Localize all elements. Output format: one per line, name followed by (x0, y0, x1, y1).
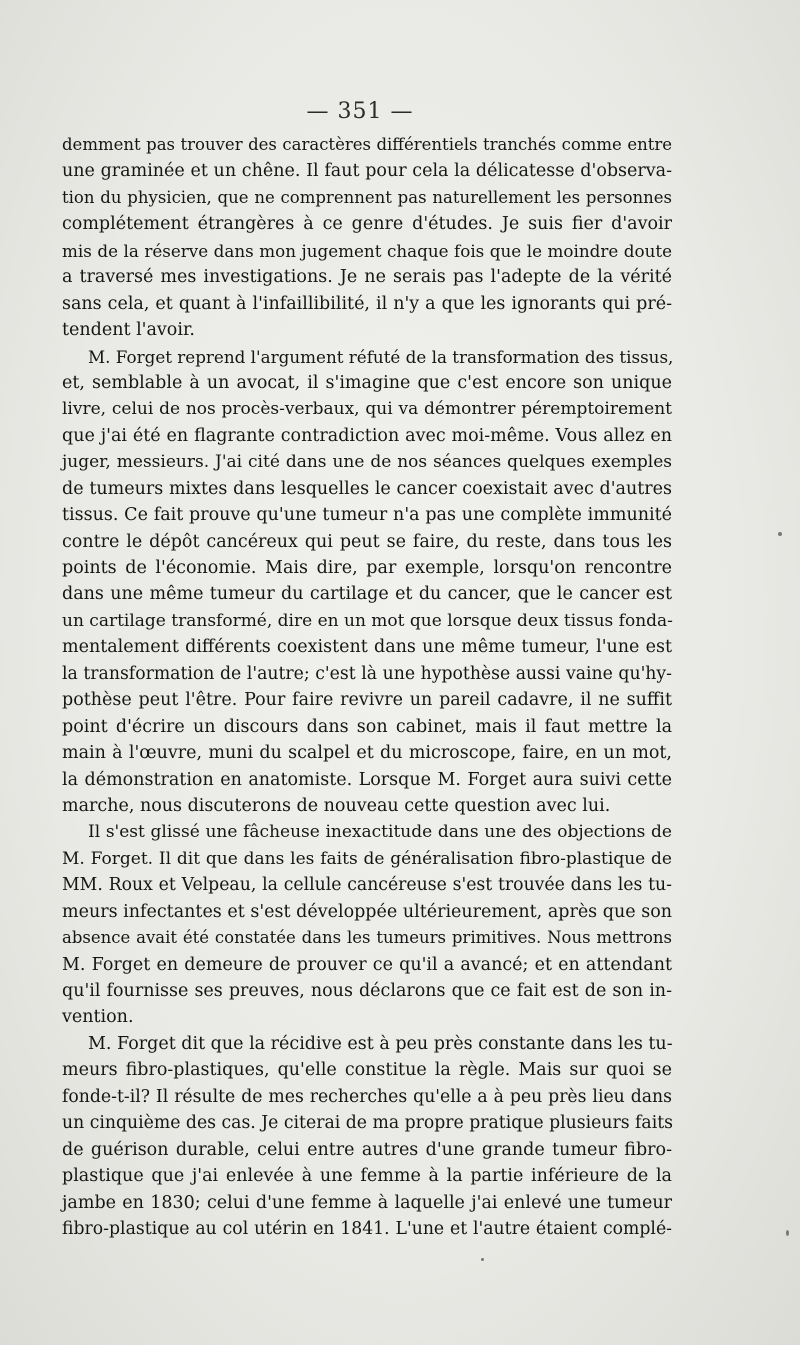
text-line: que j'ai été en flagrante contradiction avec moi-même. Vous allez en (62, 425, 672, 446)
text-line: M. Forget dit que la récidive est à peu près constante dans les tu- (88, 1033, 673, 1054)
text-line: juger, messieurs. J'ai cité dans une de nos séances quelques exemples (62, 452, 672, 473)
text-line: meurs fibro-plastiques, qu'elle constitue la règle. Mais sur quoi se (62, 1060, 672, 1081)
text-line: MM. Roux et Velpeau, la cellule cancéreuse s'est trouvée dans les tu- (62, 875, 672, 896)
text-line: M. Forget. Il dit que dans les faits de généralisation fibro-plastique de (62, 848, 672, 869)
text-line: M. Forget reprend l'argument réfuté de la transformation des tissus, (88, 346, 674, 367)
text-line: sans cela, et quant à l'infaillibilité, il n'y a que les ignorants qui pré- (62, 293, 672, 314)
text-line: de guérison durable, celui entre autres d'une grande tumeur fibro- (62, 1139, 672, 1160)
text-line: dans une même tumeur du cartilage et du cancer, que le cancer est (62, 584, 672, 605)
paper-speck (481, 1258, 484, 1261)
text-line: point d'écrire un discours dans son cabinet, mais il faut mettre la (62, 716, 672, 737)
text-line: un cinquième des cas. Je citerai de ma propre pratique plusieurs faits (62, 1113, 674, 1134)
text-line: pothèse peut l'être. Pour faire revivre un pareil cadavre, il ne suffit (62, 690, 672, 711)
text-line: un cartilage transformé, dire en un mot que lorsque deux tissus fonda- (62, 610, 673, 631)
paper-speck (778, 532, 782, 536)
text-line: marche, nous discuterons de nouveau cette question avec lui. (62, 795, 611, 816)
text-line: une graminée et un chêne. Il faut pour cela la délicatesse d'observa- (62, 161, 672, 182)
text-line: absence avait été constatée dans les tumeurs primitives. Nous mettrons (62, 928, 672, 948)
text-line: la transformation de l'autre; c'est là une hypothèse aussi vaine qu'hy- (62, 663, 672, 684)
text-line: tendent l'avoir. (62, 320, 195, 341)
text-line: et, semblable à un avocat, il s'imagine que c'est encore son unique (62, 372, 672, 393)
text-line: plastique que j'ai enlevée à une femme à la partie inférieure de la (62, 1166, 672, 1187)
text-line: contre le dépôt cancéreux qui peut se faire, du reste, dans tous les (62, 531, 672, 552)
text-line: tion du physicien, que ne comprennent pas naturellement les personnes (62, 187, 672, 207)
text-line: de tumeurs mixtes dans lesquelles le cancer coexistait avec d'autres (62, 478, 672, 499)
text-line: fibro-plastique au col utérin en 1841. L'une et l'autre étaient complé- (62, 1218, 672, 1239)
text-line: tissus. Ce fait prouve qu'une tumeur n'a pas une complète immunité (62, 505, 672, 526)
text-line: jambe en 1830; celui d'une femme à laquelle j'ai enlevé une tumeur (62, 1192, 672, 1213)
text-line: points de l'économie. Mais dire, par exemple, lorsqu'on rencontre (62, 558, 672, 578)
text-line: a traversé mes investigations. Je ne serais pas l'adepte de la vérité (62, 267, 672, 288)
text-line: qu'il fournisse ses preuves, nous déclarons que ce fait est de son in- (62, 981, 672, 1001)
text-line: mis de la réserve dans mon jugement chaque fois que le moindre doute (62, 240, 672, 261)
text-line: fonde-t-il? Il résulte de mes recherches qu'elle a à peu près lieu dans (62, 1086, 672, 1107)
text-line: demment pas trouver des caractères différentiels tranchés comme entre (62, 135, 672, 154)
text-line: complétement étrangères à ce genre d'études. Je suis fier d'avoir (62, 214, 672, 235)
text-line: Il s'est glissé une fâcheuse inexactitude dans une des objections de (88, 822, 672, 843)
page-number: — 351 — (306, 99, 414, 124)
paper-speck (786, 1230, 789, 1236)
text-line: livre, celui de nos procès-verbaux, qui va démontrer péremptoirement (62, 399, 672, 420)
text-line: mentalement différents coexistent dans une même tumeur, l'une est (62, 637, 672, 658)
text-line: vention. (62, 1007, 134, 1028)
text-line: meurs infectantes et s'est développée ultérieurement, après que son (62, 901, 672, 922)
body-text (62, 132, 672, 1242)
text-line: main à l'œuvre, muni du scalpel et du microscope, faire, en un mot, (62, 743, 672, 764)
text-line: M. Forget en demeure de prouver ce qu'il a avancé; et en attendant (62, 954, 672, 975)
text-line: la démonstration en anatomiste. Lorsque M. Forget aura suivi cette (62, 769, 672, 790)
